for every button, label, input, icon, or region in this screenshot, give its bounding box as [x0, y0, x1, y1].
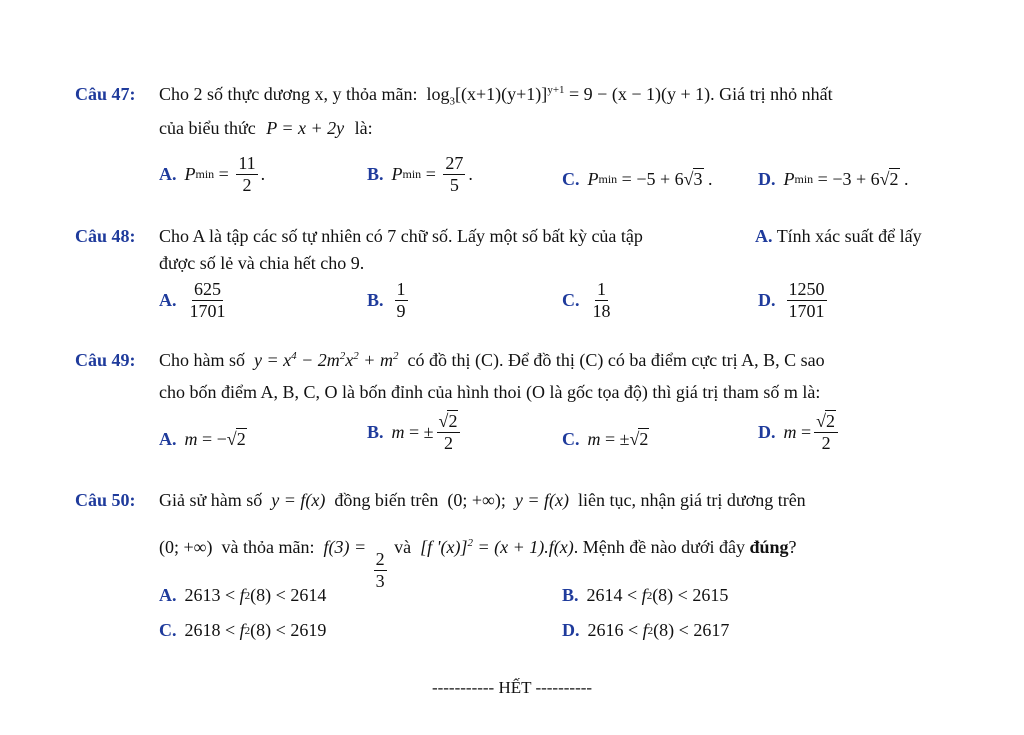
question-text-line2: (0; +∞) và thỏa mãn: f(3) = $\frac{2}{3}$ và [f '(x)]$^2$ = (x + 1).f(x). Mệnh đề nào dưới đây đúng?: [159, 537, 797, 591]
question-label: Câu 48:: [75, 226, 136, 246]
end-marker: ----------- HẾT ----------: [431, 678, 593, 697]
question-text: Cho hàm số $y = x^4 - 2m^2x^2 + m^2$ có đồ thị (C). Để đồ thị (C) có ba điểm cực trị A, B, C sao: [159, 350, 825, 370]
question-text-line2: được số lẻ và chia hết cho 9.: [159, 253, 365, 273]
question-text: Cho A là tập các số tự nhiên có 7 chữ số. Lấy một số bất kỳ của tập: [159, 226, 643, 246]
option-c[interactable]: C. P min = −5 + 6√ 3 .: [562, 168, 713, 189]
question-label: Câu 50:: [75, 490, 136, 510]
question-text-line2: của biểu thức P = x + 2y là:: [159, 118, 373, 138]
question-text: Cho 2 số thực dương x, y thỏa mãn: $\log_3[(x+1)(y+1)]^{y+1} = 9 - (x - 1)(y + 1)$. Giá trị nhỏ nhất: [159, 84, 833, 108]
option-a[interactable]: A. m = −√ 2: [159, 428, 246, 449]
option-d[interactable]: D. m = $\frac{√2}{2}$: [758, 412, 841, 453]
option-d[interactable]: D. $\frac{1250}{1701}$: [758, 279, 825, 321]
option-c[interactable]: C. $\frac{1}{18}$: [562, 279, 611, 321]
option-a[interactable]: A. 2613 < f 2 (8) < 2614: [159, 585, 327, 605]
option-c[interactable]: C. 2618 < f 2 (8) < 2619: [159, 620, 327, 640]
option-d[interactable]: D. P min = −3 + 6√ 2 .: [758, 168, 909, 189]
option-a[interactable]: A. $\frac{625}{1701}$: [159, 279, 226, 321]
question-text-line2: cho bốn điểm A, B, C, O là bốn đỉnh của hình thoi (O là gốc tọa độ) thì giá trị tham số m là:: [159, 382, 821, 402]
option-b[interactable]: B. P min = $\frac{27}{5}$ .: [367, 153, 473, 195]
math-expression: $y = x^4 - 2m^2x^2 + m^2$: [249, 350, 399, 370]
option-d[interactable]: D. 2616 < f 2 (8) < 2617: [562, 620, 730, 640]
option-a[interactable]: A. P min = $\frac{11}{2}$ .: [159, 153, 266, 195]
option-b[interactable]: B. 2614 < f 2 (8) < 2615: [562, 585, 729, 605]
option-c[interactable]: C. m = ±√ 2: [562, 428, 649, 449]
option-b[interactable]: B. m = ± $\frac{√2}{2}$: [367, 412, 463, 453]
question-label: Câu 49:: [75, 350, 136, 370]
question-text: Giả sử hàm số y = f(x) đồng biến trên (0; +∞); y = f(x) liên tục, nhận giá trị dương trên: [159, 490, 806, 510]
option-b[interactable]: B. $\frac{1}{9}$: [367, 279, 406, 321]
question-label: Câu 47:: [75, 84, 136, 104]
question-text-tail: A. Tính xác suất để lấy: [755, 226, 922, 246]
math-expression: $\log_3[(x+1)(y+1)]^{y+1} = 9 - (x - 1)(y + 1)$: [422, 84, 711, 108]
